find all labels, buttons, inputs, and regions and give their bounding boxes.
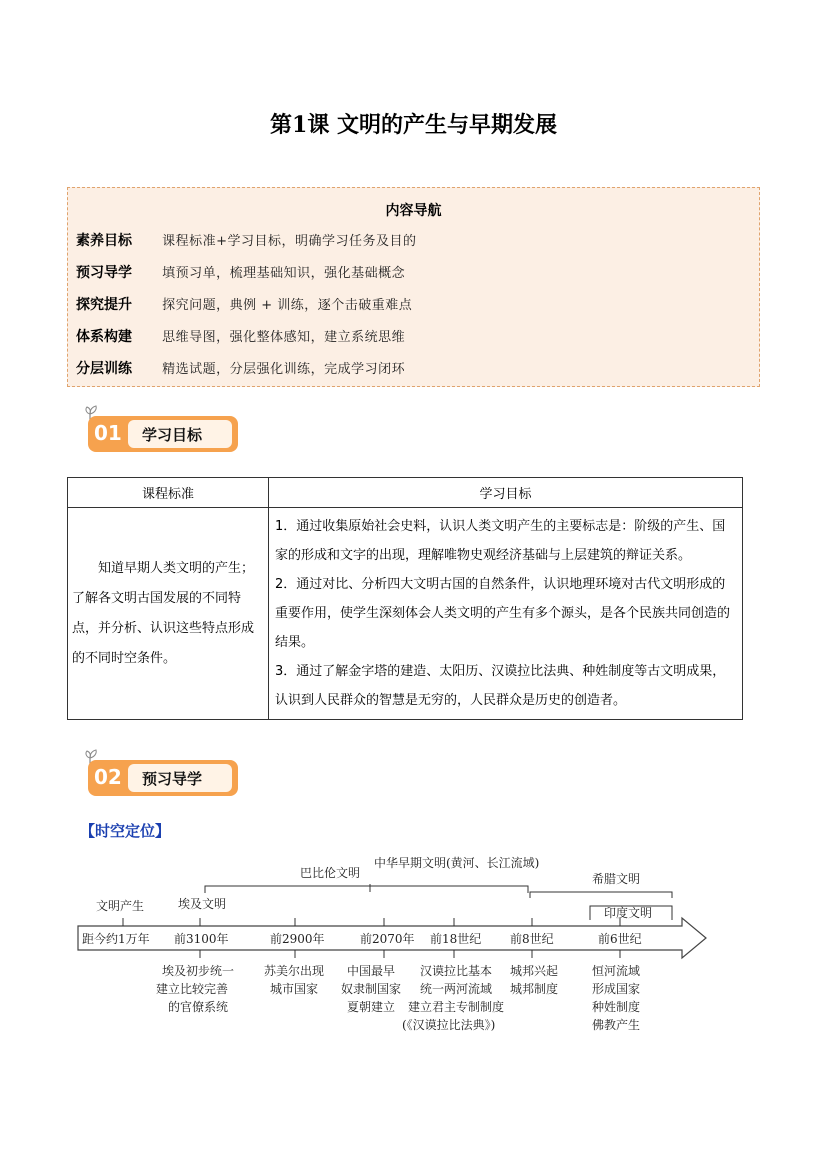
timeline-diagram — [70, 850, 720, 1050]
event-text: 建立比较完善 — [156, 982, 229, 996]
axis-label: 前8世纪 — [510, 932, 554, 946]
section-badge-learning-goals — [84, 404, 240, 456]
header-standard: 课程标准 — [68, 478, 269, 508]
event-text: 恒河流域 — [592, 964, 641, 978]
section-badge-preview-guide — [84, 748, 240, 800]
axis-label: 前2900年 — [270, 932, 325, 946]
babylon-bracket — [205, 886, 528, 893]
nav-heading: 内容导航 — [385, 203, 442, 219]
event-text: 中国最早 — [347, 964, 396, 978]
china-bracket-aux — [370, 886, 380, 894]
nav-row — [76, 294, 412, 314]
table-header-row — [68, 478, 743, 508]
event-text: 建立君主专制制度 — [408, 1000, 505, 1014]
nav-row — [76, 326, 405, 346]
nav-row — [76, 358, 405, 378]
greece-bracket — [530, 892, 672, 898]
standard-cell: 知道早期人类文明的产生；了解各文明古国发展的不同特点，并分析、认识这些特点形成的不同时空条件。 — [68, 508, 269, 720]
table-row — [68, 508, 743, 720]
nav-row-key: 预习导学 — [76, 265, 132, 281]
event-text: 形成国家 — [592, 982, 641, 996]
india-label: 印度文明 — [604, 906, 653, 920]
nav-row-value: 精选试题，分层强化训练，完成学习闭环 — [162, 362, 406, 377]
event-text: 城邦制度 — [510, 982, 559, 996]
event-text: 埃及初步统一 — [162, 964, 235, 978]
event-text: 夏朝建立 — [347, 1000, 396, 1014]
content-navigation-box — [67, 187, 760, 387]
event-text: 汉谟拉比基本 — [420, 964, 493, 978]
china-label: 中华早期文明(黄河、长江流域) — [374, 856, 540, 870]
header-objectives: 学习目标 — [269, 478, 743, 508]
china-bracket-aux2 — [370, 884, 452, 891]
section-label: 预习导学 — [142, 770, 203, 788]
objective-item: 2．通过对比、分析四大文明古国的自然条件，认识地理环境对古代文明形成的重要作用，使学生深刻体会人类文明的产生有多个源头，是各个民族共同创造的结果。 — [275, 577, 731, 650]
nav-row-key: 体系构建 — [76, 329, 132, 345]
greece-label: 希腊文明 — [592, 872, 641, 886]
nav-row-key: 探究提升 — [76, 297, 132, 313]
page-title: 第1课 文明的产生与早期发展 — [270, 112, 557, 138]
axis-label: 前6世纪 — [598, 932, 642, 946]
nav-row-value: 课程标准+学习目标，明确学习任务及目的 — [162, 234, 417, 249]
china-bracket-hidden — [370, 880, 630, 884]
event-text: 城邦兴起 — [510, 964, 559, 978]
axis-label: 前2070年 — [360, 932, 415, 946]
objective-item: 1．通过收集原始社会史料，认识人类文明产生的主要标志是：阶级的产生、国家的形成和文字的出现，理解唯物史观经济基础与上层建筑的辩证关系。 — [275, 519, 726, 563]
nav-row-value: 填预习单，梳理基础知识，强化基础概念 — [162, 266, 406, 281]
event-text: 佛教产生 — [592, 1018, 641, 1032]
nav-row — [76, 230, 417, 250]
goals-table — [67, 477, 743, 720]
event-text: 种姓制度 — [592, 1000, 641, 1014]
section-number: 02 — [94, 765, 122, 789]
event-text: 的官僚系统 — [168, 1000, 229, 1014]
civ-origin-label: 文明产生 — [96, 899, 145, 913]
nav-row — [76, 262, 405, 282]
nav-row-key: 分层训练 — [76, 361, 132, 377]
axis-label: 距今约1万年 — [82, 932, 150, 946]
timeline-label: 【时空定位】 — [80, 822, 171, 840]
axis-label: 前18世纪 — [430, 932, 482, 946]
objective-item: 3．通过了解金字塔的建造、太阳历、汉谟拉比法典、种姓制度等古文明成果，认识到人民群众的智慧是无穷的，人民群众是历史的创造者。 — [275, 664, 726, 708]
event-text: 苏美尔出现 — [264, 964, 325, 978]
egypt-label: 埃及文明 — [178, 897, 227, 911]
babylon-label: 巴比伦文明 — [300, 866, 361, 880]
event-text: 奴隶制国家 — [341, 982, 402, 996]
objectives-cell — [269, 508, 743, 720]
nav-row-value: 探究问题，典例 + 训练，逐个击破重难点 — [162, 298, 413, 313]
nav-row-key: 素养目标 — [76, 233, 132, 249]
nav-row-value: 思维导图，强化整体感知，建立系统思维 — [162, 330, 406, 345]
event-text: 城市国家 — [270, 982, 319, 996]
axis-label: 前3100年 — [174, 932, 229, 946]
event-text: (《汉谟拉比法典》) — [402, 1018, 496, 1032]
section-number: 01 — [94, 421, 122, 445]
event-text: 统一两河流域 — [420, 982, 493, 996]
section-label: 学习目标 — [142, 426, 203, 444]
